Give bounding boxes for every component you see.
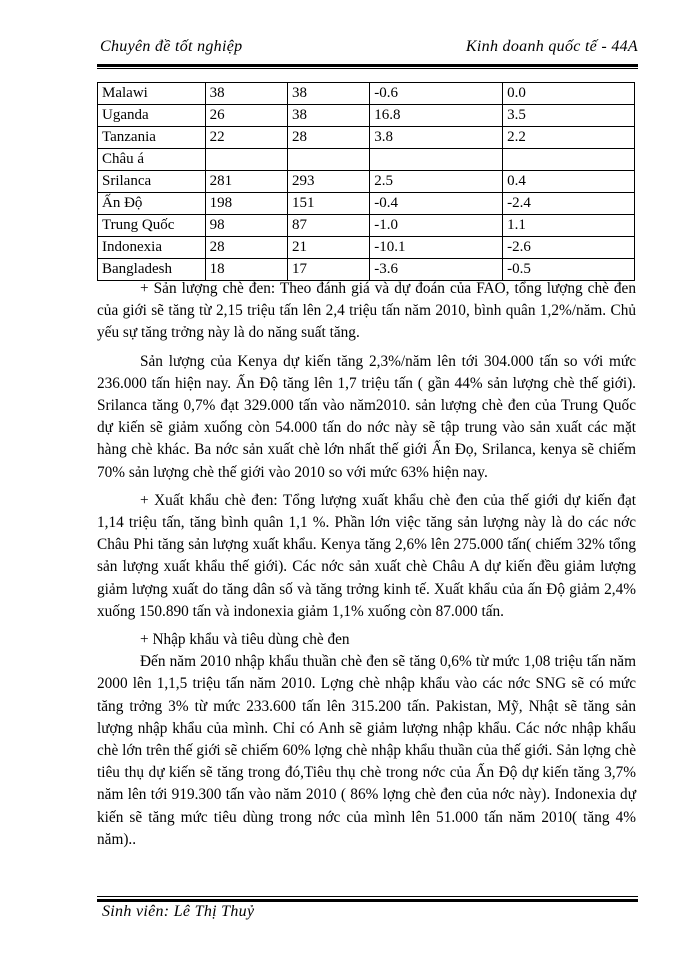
table-cell-country: Uganda: [98, 105, 206, 127]
table-cell: [503, 149, 635, 171]
table-cell-country: Tanzania: [98, 127, 206, 149]
table-cell-country: Trung Quốc: [98, 215, 206, 237]
table-cell: -10.1: [370, 237, 503, 259]
table-cell: [370, 149, 503, 171]
table-cell-region: Châu á: [98, 149, 206, 171]
table-cell-country: Bangladesh: [98, 259, 206, 281]
table-cell: 38: [205, 83, 287, 105]
table-cell: 0.0: [503, 83, 635, 105]
table-cell: -0.6: [370, 83, 503, 105]
table-cell: 87: [287, 215, 369, 237]
header-title-right: Kinh doanh quốc tế - 44A: [465, 38, 638, 55]
footer-student-name: Sinh viên: Lê Thị Thuỷ: [102, 903, 255, 920]
tea-production-table: [97, 82, 635, 281]
table-cell: -2.4: [503, 193, 635, 215]
table-row-region: [98, 149, 635, 171]
table-cell: 22: [205, 127, 287, 149]
table-row: [98, 127, 635, 149]
table-cell: 98: [205, 215, 287, 237]
table-cell-country: Malawi: [98, 83, 206, 105]
table-cell: 3.5: [503, 105, 635, 127]
paragraph-black-tea-production: + Sản lượng chè đen: Theo đánh giá và dự đoán của FAO, tổng lượng chè đen của giới sẽ tăng từ 2,15 triệu tấn lên 2,4 triệu tấn năm 2010, bình quân 1,2%/năm. Chủ yếu sự tăng trởng này là do năng suất tăng.: [97, 280, 636, 342]
table-cell: [287, 149, 369, 171]
footer-rule-thick: [97, 899, 638, 902]
table-cell: 2.5: [370, 171, 503, 193]
header-rule-thin: [97, 68, 638, 69]
paragraph-production-by-country: Sản lượng của Kenya dự kiến tăng 2,3%/năm lên tới 304.000 tấn so với mức 236.000 tấn hiện nay. Ấn Độ tăng lên 1,7 triệu tấn ( gần 44% sản lượng chè thế giới). Srilanca tăng 0,7% đạt 329.000 tấn vào năm2010. sản lượng chè đen của Trung Quốc dự kiến sẽ giảm xuống còn 54.000 tấn do nớc này sẽ tập trung vào sản xuất các mặt hàng chè khác. Ba nớc sản xuất chè lớn nhất thế giới Ấn Đọ, Srilanca, kenya sẽ chiếm 70% sản lượng chè thế giới vào 2010 so với mức 63% hiện nay.: [97, 352, 636, 481]
table-cell: [205, 149, 287, 171]
table-cell: 38: [287, 83, 369, 105]
table-cell: -1.0: [370, 215, 503, 237]
table-cell: 16.8: [370, 105, 503, 127]
section-heading-import-consumption: + Nhập khẩu và tiêu dùng chè đen: [140, 631, 350, 649]
table-cell: 18: [205, 259, 287, 281]
table-cell: 38: [287, 105, 369, 127]
table-cell: 26: [205, 105, 287, 127]
table-cell: 1.1: [503, 215, 635, 237]
table-cell: 21: [287, 237, 369, 259]
table-cell: 28: [287, 127, 369, 149]
page-header: [97, 38, 638, 64]
table-cell: 281: [205, 171, 287, 193]
table-cell: 293: [287, 171, 369, 193]
table-cell: -3.6: [370, 259, 503, 281]
table-row: [98, 193, 635, 215]
table-row: [98, 83, 635, 105]
table-cell: 3.8: [370, 127, 503, 149]
table-cell: 28: [205, 237, 287, 259]
document-body: [97, 278, 636, 851]
table-cell: -0.4: [370, 193, 503, 215]
table-cell: 151: [287, 193, 369, 215]
table-row: [98, 237, 635, 259]
paragraph-import-consumption: Đến năm 2010 nhập khẩu thuần chè đen sẽ tăng 0,6% từ mức 1,08 triệu tấn năm 2000 lên 1,1,5 triệu tấn năm 2010. Lợng chè nhập khẩu vào các nớc SNG sẽ có mức tăng trởng 3% từ mức 233.600 tấn lên 315.200 tấn. Pakistan, Mỹ, Nhật sẽ tăng sản lượng nhập khẩu của mình. Chỉ có Anh sẽ giảm lượng nhập khẩu. Các nớc nhập khẩu chè lớn trên thế giới sẽ chiếm 60% lợng chè nhập khẩu thuần của thế giới. Sản lợng chè tiêu thụ dự kiến sẽ tăng trong đó,Tiêu thụ chè trong nớc của Ấn Độ dự kiến tăng 3,7% năm lên tới 919.300 tấn vào năm 2010 ( 86% lợng chè đen của nớc này). Indonexia dự kiến sẽ tăng mức tiêu dùng trong nớc của mình lên 51.000 tấn năm 2010( tăng 4% năm)..: [97, 653, 636, 848]
table-cell: -0.5: [503, 259, 635, 281]
table-cell: 2.2: [503, 127, 635, 149]
table-row: [98, 171, 635, 193]
table-cell: 17: [287, 259, 369, 281]
table-cell: -2.6: [503, 237, 635, 259]
table-cell-country: Ấn Độ: [98, 193, 206, 215]
footer-rule-thin: [97, 896, 638, 897]
table-cell: 198: [205, 193, 287, 215]
table-cell: 0.4: [503, 171, 635, 193]
header-title-left: Chuyên đề tốt nghiệp: [100, 38, 243, 55]
paragraph-black-tea-export: + Xuất khẩu chè đen: Tổng lượng xuất khẩu chè đen của thế giới dự kiến đạt 1,14 triệu tấn, tăng bình quân 1,1 %. Phần lớn việc tăng sản lượng này là do các nớc Châu Phi tăng sản lượng xuất khẩu. Kenya tăng 2,6% lên 275.000 tấn( chiếm 32% tổng sản lượng xuất khẩu thế giới). Các nớc sản xuất chè Châu A dự kiến đều giảm lượng giảm lượng xuất do tăng dân số và tăng trởng kinh tế. Xuất khẩu của ấn Độ giảm 2,4% xuống 150.890 tấn và indonexia giảm 1,1% xuống còn 87.000 tấn.: [97, 491, 636, 620]
header-rule-thick: [97, 64, 638, 67]
table-cell-country: Srilanca: [98, 171, 206, 193]
table-cell-country: Indonexia: [98, 237, 206, 259]
table-row: [98, 105, 635, 127]
table-row: [98, 215, 635, 237]
